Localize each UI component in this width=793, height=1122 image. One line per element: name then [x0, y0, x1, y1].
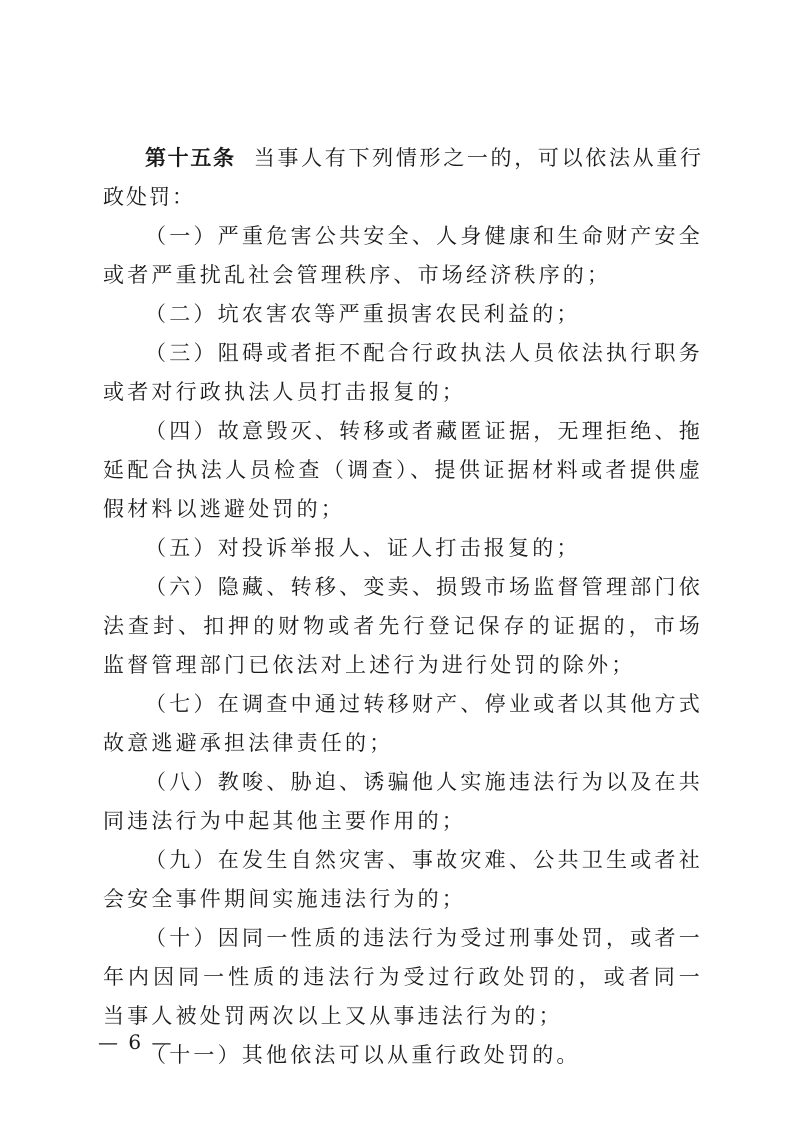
- list-item-3: （三）阻碍或者拒不配合行政执法人员依法执行职务或者对行政执法人员打击报复的；: [103, 341, 703, 404]
- list-item-6: （六）隐藏、转移、变卖、损毁市场监督管理部门依法查封、扣押的财物或者先行登记保存的证据的，市场监督管理部门已依法对上述行为进行处罚的除外；: [103, 575, 703, 677]
- list-item-8: （八）教唆、胁迫、诱骗他人实施违法行为以及在共同违法行为中起其他主要作用的；: [103, 770, 703, 833]
- list-item-1: （一）严重危害公共安全、人身健康和生命财产安全或者严重扰乱社会管理秩序、市场经济秩序的；: [103, 224, 703, 287]
- list-item-11: （十一）其他依法可以从重行政处罚的。: [145, 1043, 581, 1067]
- list-item-10: （十）因同一性质的违法行为受过刑事处罚，或者一年内因同一性质的违法行为受过行政处罚的，或者同一当事人被处罚两次以上又从事违法行为的；: [103, 926, 703, 1028]
- article-intro: 当事人有下列情形之一的，可以依法从重行政处罚：: [103, 146, 704, 209]
- article-body: [103, 138, 703, 1075]
- list-item-9: （九）在发生自然灾害、事故灾难、公共卫生或者社会安全事件期间实施违法行为的；: [103, 848, 703, 911]
- article-heading-paragraph: [103, 138, 703, 217]
- list-item-4: （四）故意毁灭、转移或者藏匿证据，无理拒绝、拖延配合执法人员检查（调查）、提供证据材料或者提供虚假材料以逃避处罚的；: [103, 419, 703, 521]
- list-item-7: （七）在调查中通过转移财产、停业或者以其他方式故意逃避承担法律责任的；: [103, 692, 703, 755]
- page-number: — 6 —: [98, 1030, 174, 1054]
- list-item-5: （五）对投诉举报人、证人打击报复的；: [145, 536, 581, 560]
- article-title: 第十五条: [145, 145, 236, 170]
- list-item-2: （二）坑农害农等严重损害农民利益的；: [145, 302, 581, 326]
